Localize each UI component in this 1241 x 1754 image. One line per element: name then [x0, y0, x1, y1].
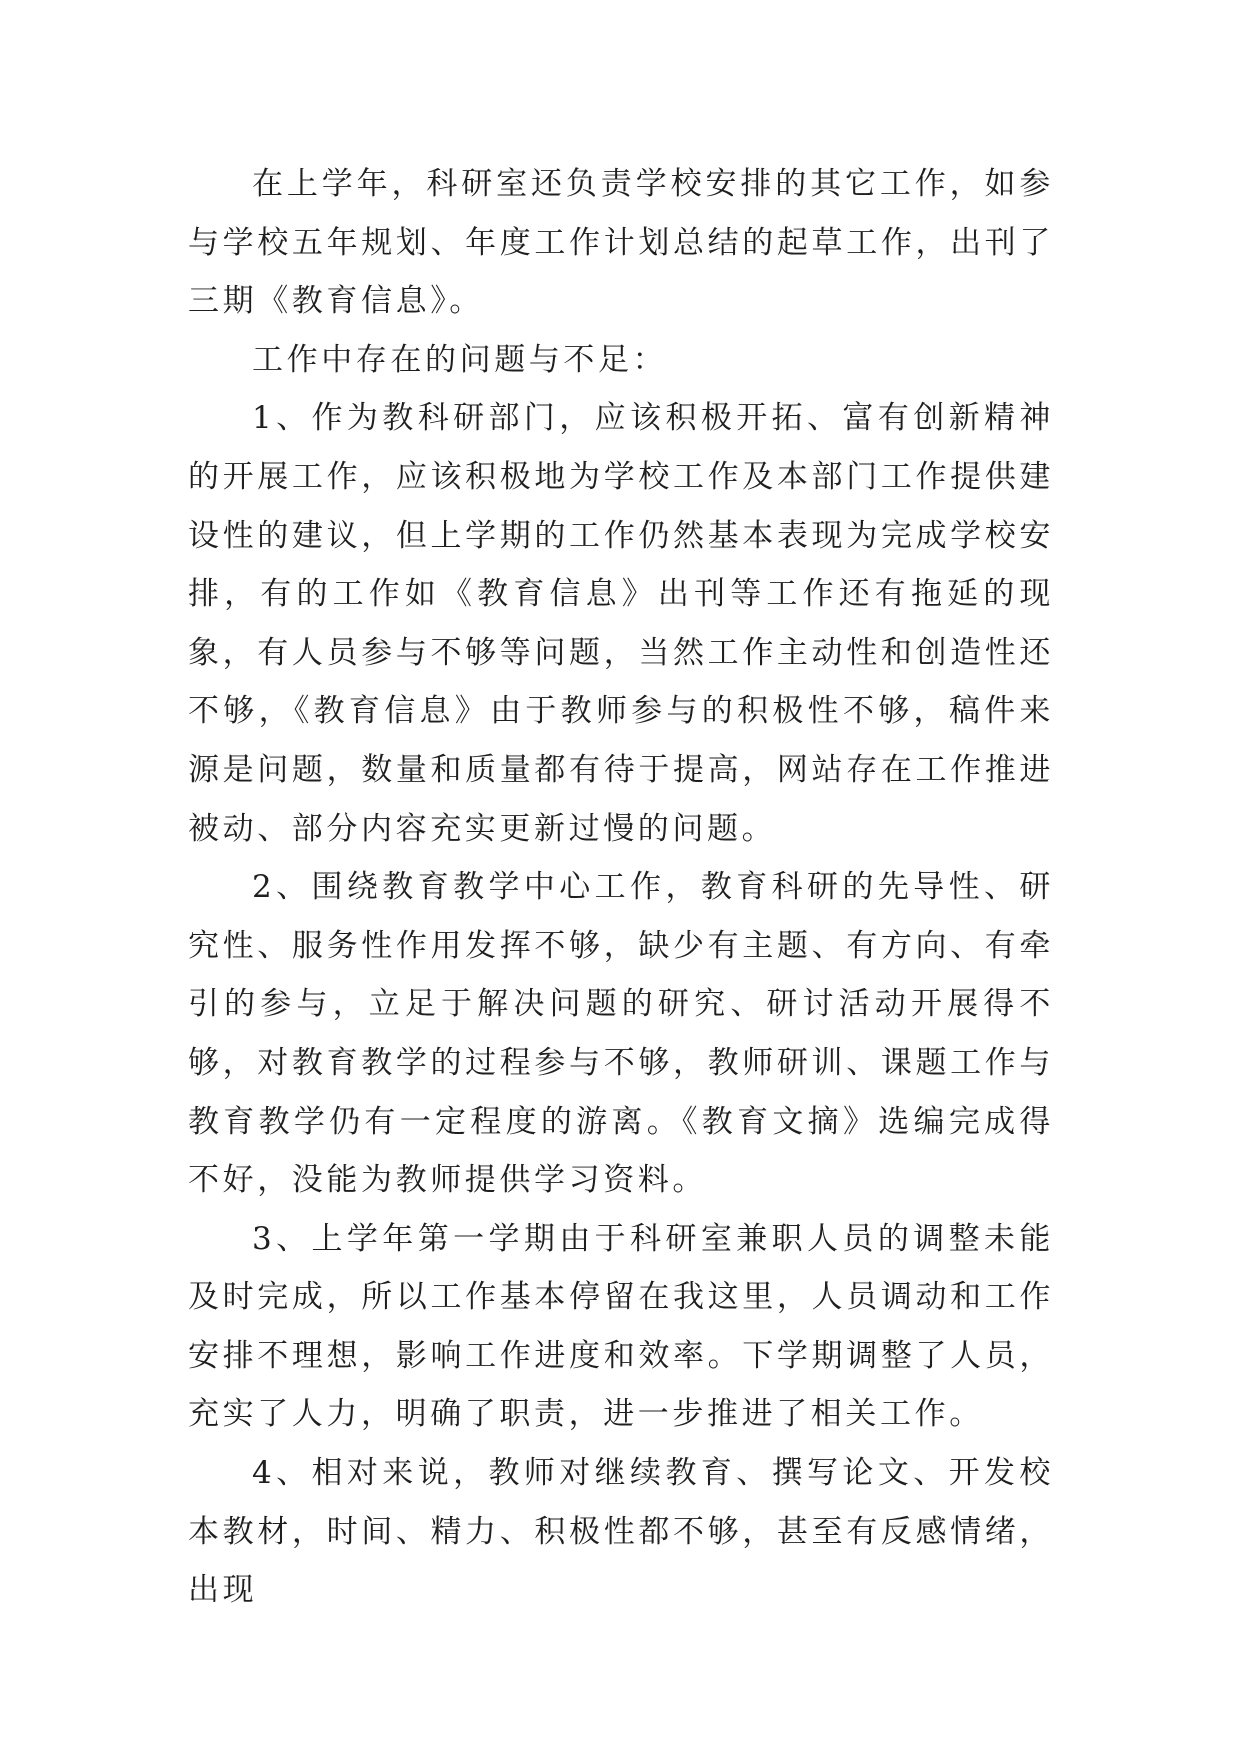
paragraph-problems-heading: 工作中存在的问题与不足： — [252, 341, 668, 378]
paragraph-problem-3: 3、上学年第一学期由于科研室兼职人员的调整未能及时完成，所以工作基本停留在我这里，人员调动和工作安排不理想，影响工作进度和效率。下学期调整了人员，充实了人力，明确了职责，进一步推进了相关工作。 — [188, 1220, 1054, 1433]
paragraph-other-work: 在上学年，科研室还负责学校安排的其它工作，如参与学校五年规划、年度工作计划总结的起草工作，出刊了三期《教育信息》。 — [188, 166, 1054, 320]
paragraph-problem-1: 1、作为教科研部门，应该积极开拓、富有创新精神的开展工作，应该积极地为学校工作及本部门工作提供建设性的建议，但上学期的工作仍然基本表现为完成学校安排，有的工作如《教育信息》出刊等工作还有拖延的现象，有人员参与不够等问题，当然工作主动性和创造性还不够，《教育信息》由于教师参与的积极性不够，稿件来源是问题，数量和质量都有待于提高，网站存在工作推进被动、部分内容充实更新过慢的问题。 — [188, 400, 1054, 847]
document-body — [188, 155, 1054, 1620]
paragraph-problem-2: 2、围绕教育教学中心工作，教育科研的先导性、研究性、服务性作用发挥不够，缺少有主题、有方向、有牵引的参与，立足于解决问题的研究、研讨活动开展得不够，对教育教学的过程参与不够，教师研训、课题工作与教育教学仍有一定程度的游离。《教育文摘》选编完成得不好，没能为教师提供学习资料。 — [188, 869, 1054, 1199]
paragraph-problem-4: 4、相对来说，教师对继续教育、撰写论文、开发校本教材，时间、精力、积极性都不够，甚至有反感情绪，出现 — [188, 1455, 1054, 1609]
